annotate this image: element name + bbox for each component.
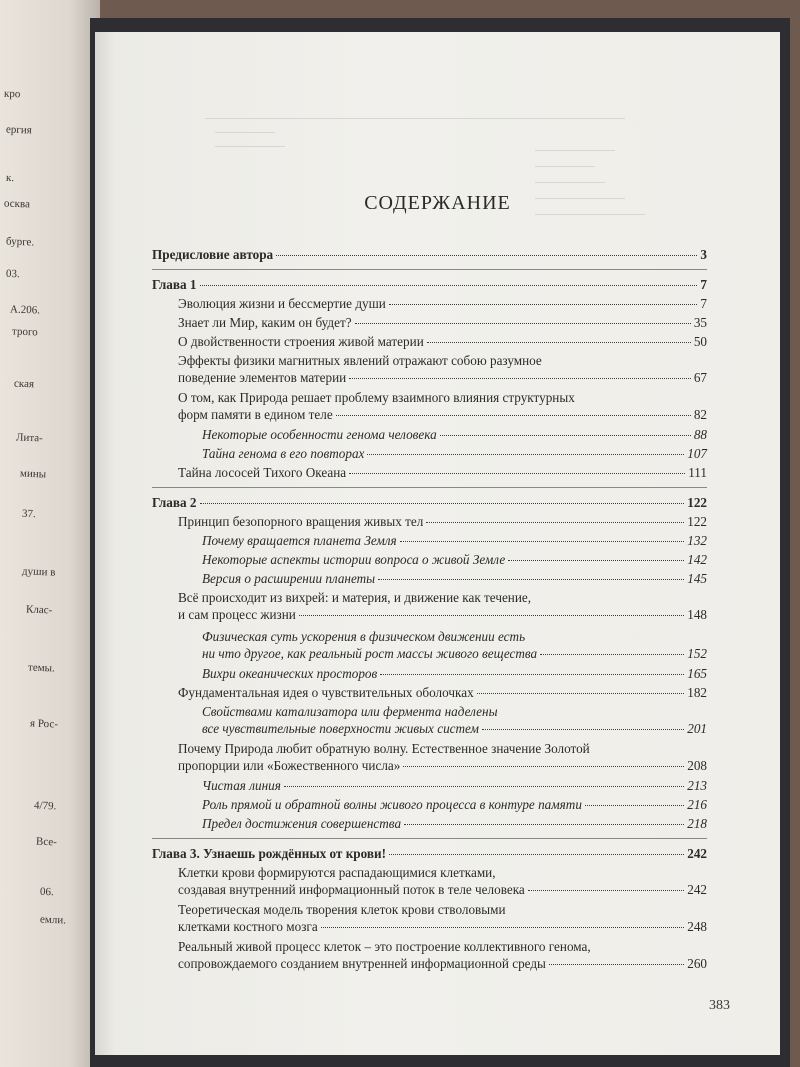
section-divider: [152, 487, 707, 488]
toc-entry-page: 201: [687, 721, 707, 736]
toc-entry-page: 165: [687, 666, 707, 681]
toc-entry-title: Некоторые аспекты истории вопроса о живой Земле: [202, 552, 506, 567]
toc-entry-first-line: Клетки крови формируются распадающимися клетками,: [178, 865, 496, 880]
toc-entry-title: поведение элементов материи: [178, 370, 347, 385]
toc-entry-title: О двойственности строения живой материи: [178, 334, 424, 349]
toc-subentry: [202, 796, 707, 813]
toc-subentry: [202, 815, 707, 832]
toc-entry-title: Вихри океанических просторов: [202, 666, 378, 681]
book-page: [95, 32, 780, 1055]
toc-entry-title: Роль прямой и обратной волны живого процесса в контуре памяти: [202, 797, 582, 812]
toc-entry: [178, 938, 707, 972]
toc-entry-title: Версия о расширении планеты: [202, 571, 376, 586]
toc-entry-page: 216: [687, 797, 707, 812]
toc-entry-page: 132: [687, 533, 707, 548]
toc-entry-page: 142: [687, 552, 707, 567]
toc-entry-title: Эволюция жизни и бессмертие души: [178, 296, 386, 311]
toc-entry-first-line: Свойствами катализатора или фермента наделены: [202, 704, 498, 719]
toc-entry-title: и сам процесс жизни: [178, 607, 296, 622]
left-fragment: ергия: [5, 123, 33, 137]
toc-entry-page: 111: [688, 465, 707, 480]
left-fragment: емли.: [39, 913, 67, 927]
left-fragment: 06.: [39, 885, 54, 899]
section-divider: [152, 269, 707, 270]
toc-entry-first-line: О том, как Природа решает проблему взаимного влияния структурных: [178, 390, 575, 405]
toc-subentry: [202, 426, 707, 443]
toc-entry-page: 82: [693, 407, 707, 422]
toc-entry-first-line: Теоретическая модель творения клеток крови стволовыми: [178, 902, 506, 917]
toc-subentry: [202, 777, 707, 794]
left-fragment: к.: [5, 171, 15, 185]
toc-entry: [152, 246, 707, 263]
toc-entry-title: Предисловие автора: [152, 247, 274, 262]
left-fragment: А.206.: [9, 303, 41, 317]
left-fragment: Клас-: [25, 603, 53, 617]
toc-entry-title: Предел достижения совершенства: [202, 816, 402, 831]
toc-entry-page: 67: [693, 370, 707, 385]
toc-entry-page: 208: [687, 758, 707, 773]
toc-subentry: [202, 445, 707, 462]
toc-entry-page: 122: [687, 514, 707, 529]
toc-entry-first-line: Почему Природа любит обратную волну. Естественное значение Золотой: [178, 741, 590, 756]
left-fragment: 37.: [21, 507, 36, 521]
left-fragment: я Рос-: [29, 717, 59, 731]
toc-entry-title: клетками костного мозга: [178, 919, 318, 934]
toc-entry: [178, 314, 707, 331]
toc-entry-title: Некоторые особенности генома человека: [202, 427, 437, 442]
toc-entry-page: 145: [687, 571, 707, 586]
toc-entry-page: 122: [687, 495, 707, 510]
left-fragment: души в: [21, 565, 56, 579]
page-title: СОДЕРЖАНИЕ: [364, 192, 511, 214]
toc-entry: [178, 464, 707, 481]
toc-subentry: [202, 532, 707, 549]
toc-entry: [178, 901, 707, 935]
left-fragment: темы.: [27, 661, 55, 675]
toc-entry-page: 242: [687, 882, 707, 897]
toc-entry-title: все чувствительные поверхности живых систем: [202, 721, 479, 736]
toc-chapter: [152, 845, 707, 862]
toc-chapter: [152, 276, 707, 293]
toc-entry: [178, 333, 707, 350]
toc-entry: [178, 740, 707, 774]
toc-subentry: [202, 703, 707, 737]
toc-entry-title: Знает ли Мир, каким он будет?: [178, 315, 352, 330]
toc-entry: [178, 589, 707, 623]
toc-entry-page: 7: [700, 296, 707, 311]
toc-entry-page: 148: [687, 607, 707, 622]
toc-entry-page: 3: [700, 247, 707, 262]
toc-entry-title: Принцип безопорного вращения живых тел: [178, 514, 424, 529]
toc-entry-page: 88: [693, 427, 707, 442]
toc-entry-page: 182: [687, 685, 707, 700]
toc-entry-page: 260: [687, 956, 707, 971]
section-divider: [152, 838, 707, 839]
left-fragment: 03.: [5, 267, 20, 281]
toc-entry-title: Глава 1: [152, 277, 197, 292]
toc-subentry: [202, 570, 707, 587]
toc-entry-first-line: Физическая суть ускорения в физическом движении есть: [202, 629, 526, 644]
toc-entry-page: 218: [687, 816, 707, 831]
toc-entry-page: 107: [687, 446, 707, 461]
toc-subentry: [202, 665, 707, 682]
toc-entry-title: Чистая линия: [202, 778, 281, 793]
left-fragment: 4/79.: [33, 799, 57, 813]
toc-entry-page: 35: [693, 315, 707, 330]
toc-subentry: [202, 628, 707, 662]
toc-entry-title: создавая внутренний информационный поток в теле человека: [178, 882, 525, 897]
toc-entry-page: 152: [687, 646, 707, 661]
toc-entry: [178, 864, 707, 898]
toc-chapter: [152, 494, 707, 511]
left-fragment: кро: [3, 87, 21, 101]
toc-entry-page: 213: [687, 778, 707, 793]
toc-entry: [178, 513, 707, 530]
toc-entry-title: Тайна лососей Тихого Океана: [178, 465, 347, 480]
toc-entry-first-line: Реальный живой процесс клеток – это построение коллективного генома,: [178, 939, 591, 954]
left-fragment: Все-: [35, 835, 58, 849]
page-number: 383: [709, 998, 730, 1013]
toc-entry-title: Тайна генома в его повторах: [202, 446, 365, 461]
toc-entry-page: 248: [687, 919, 707, 934]
left-fragment: ская: [13, 377, 35, 391]
toc-entry-first-line: Всё происходит из вихрей: и материя, и движение как течение,: [178, 590, 532, 605]
toc-entry: [178, 684, 707, 701]
toc-entry-title: Фундаментальная идея о чувствительных оболочках: [178, 685, 474, 700]
toc-entry-title: сопровождаемого созданием внутренней информационной среды: [178, 956, 546, 971]
left-fragment: Лита-: [15, 431, 44, 445]
toc-entry-title: пропорции или «Божественного числа»: [178, 758, 401, 773]
toc-entry-first-line: Эффекты физики магнитных явлений отражают собою разумное: [178, 353, 542, 368]
toc-entry-title: Глава 3. Узнаешь рождённых от крови!: [152, 846, 387, 861]
left-fragment: мины: [19, 467, 47, 481]
left-fragment: осква: [3, 197, 31, 211]
toc-entry-title: ни что другое, как реальный рост массы живого вещества: [202, 646, 538, 661]
toc-subentry: [202, 551, 707, 568]
toc-entry-page: 50: [693, 334, 707, 349]
toc-entry-title: форм памяти в едином теле: [178, 407, 333, 422]
toc-entry: [178, 389, 707, 423]
left-fragment: бурге.: [5, 235, 35, 249]
left-fragment: трого: [11, 325, 38, 339]
left-page-text-fragments: [0, 0, 100, 1067]
toc-entry: [178, 295, 707, 312]
toc-entry-title: Глава 2: [152, 495, 197, 510]
toc-entry-title: Почему вращается планета Земля: [202, 533, 397, 548]
toc-entry-page: 242: [687, 846, 707, 861]
toc-entry-page: 7: [700, 277, 707, 292]
toc-entry: [178, 352, 707, 386]
